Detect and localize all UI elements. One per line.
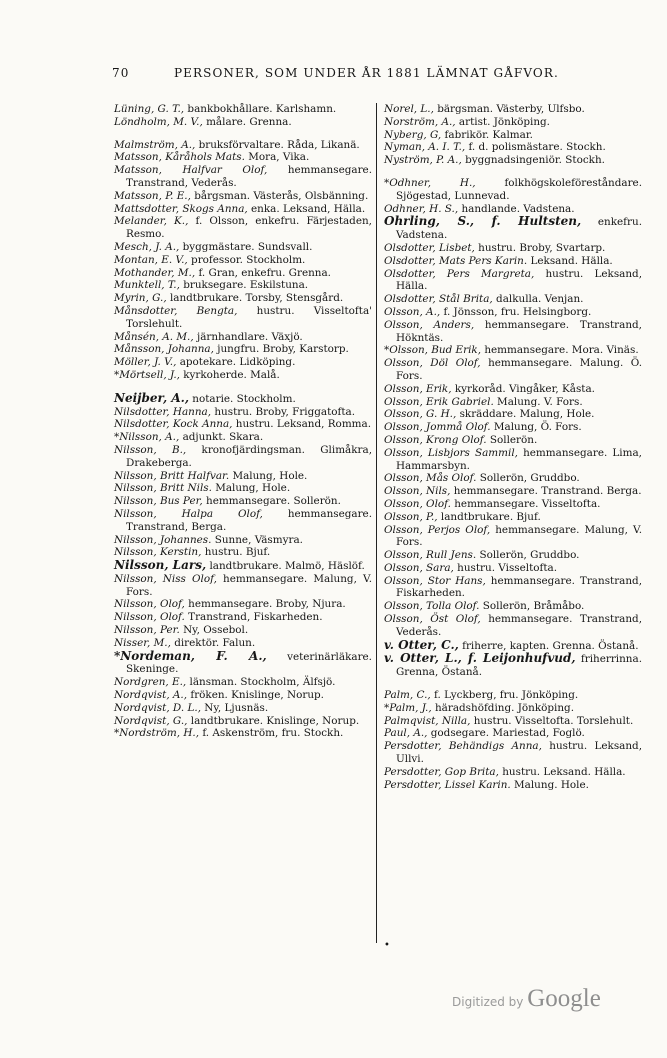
register-entry — [114, 215, 372, 241]
entry-details: veterinärläkare. Skeninge. — [126, 650, 372, 676]
register-entry — [114, 116, 372, 129]
register-entry — [384, 383, 642, 396]
entry-name: Nilsson, B., — [114, 443, 187, 456]
entry-name: Persdotter, Behändigs Anna, — [384, 740, 542, 753]
register-entry — [114, 151, 372, 164]
register-entry — [114, 624, 372, 637]
entry-details: hustru. Leksand. Hälla. — [498, 765, 626, 778]
entry-details: byggnadsingeniör. Stockh. — [461, 154, 605, 167]
entry-name: *Odhner, H., — [384, 176, 476, 189]
register-entry — [114, 418, 372, 431]
entry-details: Ny, Ossebol. — [179, 624, 249, 637]
entry-name: Matsson, Kåråhols Mats. — [114, 151, 245, 164]
entry-name: Nilsson, Olof. — [114, 611, 185, 624]
entry-name: Månsdotter, Bengta, — [114, 304, 238, 317]
entry-details: Sollerön, Bråmåbo. — [479, 600, 585, 613]
entry-details: Sollerön, Gruddbo. — [476, 472, 580, 485]
entry-details: hemmansegare. Transtrand, Hökntäs. — [396, 318, 642, 344]
entry-details: hemmansegare. Transtrand, Fiskarheden. — [396, 574, 643, 600]
register-entry — [114, 508, 372, 534]
entry-name: Nilsson, Olof, — [114, 598, 185, 611]
entry-details: kyrkoråd. Vingåker, Kåsta. — [451, 382, 595, 395]
entry-details: apotekare. Lidköping. — [176, 356, 296, 369]
register-entry — [114, 702, 372, 715]
register-entry — [384, 434, 642, 447]
register-entry — [384, 727, 642, 740]
entry-details: jungfru. Broby, Karstorp. — [213, 343, 349, 356]
entry-details: Malung. Hole. — [510, 778, 589, 791]
register-entry — [114, 689, 372, 702]
digitized-by-text: Digitized by — [452, 995, 524, 1009]
register-entry — [384, 215, 642, 242]
register-entry — [114, 392, 372, 406]
entry-name: Möller, J. V., — [114, 356, 177, 369]
register-entry — [114, 482, 372, 495]
entry-name: Olsson, Erik, — [384, 382, 452, 395]
entry-details: notarie. Stockholm. — [189, 392, 296, 405]
entry-name: *Nordström, H., — [114, 727, 200, 740]
entry-name: Månsén, A. M., — [114, 330, 194, 343]
entry-name: Nordqvist, A., — [114, 689, 188, 702]
entry-details: kronofjärdingsman. Glimåkra, Drakeberga. — [126, 443, 372, 469]
register-entry — [384, 639, 642, 653]
entry-name: Olsson, Lisbjors Sammil, — [384, 446, 518, 459]
entry-name: v. Otter, L., f. Leijonhufvud, — [384, 651, 576, 666]
entry-details: fabrikör. Kalmar. — [441, 128, 533, 141]
entry-name: Nilsson, Halpa Olof, — [114, 507, 263, 520]
entry-details: järnhandlare. Växjö. — [193, 330, 303, 343]
entry-name: v. Otter, C., — [384, 637, 459, 652]
entry-name: Nordgren, E., — [114, 676, 187, 689]
entry-details: hemmansegare. Lima, Hammarsbyn. — [396, 446, 642, 472]
register-entry — [114, 103, 372, 116]
register-entry — [384, 485, 642, 498]
register-entry — [114, 164, 372, 190]
entry-details: länsman. Stockholm, Älfsjö. — [186, 676, 336, 689]
entry-name: Olsson, Mås Olof. — [384, 472, 477, 485]
entry-details: hemmansegare. Transtrand. Berga. — [450, 485, 642, 498]
entry-name: Mothander, M., — [114, 266, 196, 279]
entry-name: Olsson, Jommå Olof. — [384, 421, 491, 434]
register-entry — [114, 305, 372, 331]
page-title: PERSONER, SOM UNDER ÅR 1881 LÄMNAT GÅFVOR. — [174, 66, 559, 80]
register-entry — [114, 573, 372, 599]
entry-name: Olsson, Döl Olof, — [384, 357, 481, 370]
entry-details: bärgsman. Västerby, Ulfsbo. — [433, 103, 585, 115]
register-entry — [384, 129, 642, 142]
entry-name: Olsson, P., — [384, 510, 438, 523]
entry-name: Palm, C., — [384, 689, 431, 702]
entry-details: bruksförvaltare. Råda, Likanä. — [195, 138, 360, 151]
page-number: 70 — [112, 66, 130, 80]
column-divider — [376, 103, 377, 943]
entry-name: *Olsson, Bud Erik, — [384, 344, 482, 357]
entry-name: Nilsson, Johannes. — [114, 533, 212, 546]
entry-details: hemmansegare. Malung, V. Fors. — [126, 572, 373, 598]
register-entry — [384, 472, 642, 485]
entry-details: hemmansegare. Malung, V. Fors. — [396, 523, 642, 549]
entry-name: Olsdotter, Stål Brita, — [384, 293, 493, 306]
entry-name: *Mörtsell, J., — [114, 368, 180, 381]
register-entry — [114, 470, 372, 483]
entry-details: enkefru. Vadstena. — [396, 216, 642, 242]
entry-details: hustru. Visseltofta. Torslehult. — [470, 714, 634, 727]
register-entry — [114, 650, 372, 677]
entry-details: hustru. Leksand, Romma. — [232, 418, 372, 431]
entry-details: Sunne, Väsmyra. — [211, 533, 303, 546]
register-entry — [114, 254, 372, 267]
entry-details: hustru. Leksand, Ullvi. — [396, 740, 642, 766]
entry-name: Olsdotter, Mats Pers Karin. — [384, 254, 528, 267]
register-entry — [114, 356, 372, 369]
entry-name: Månsson, Johanna, — [114, 343, 214, 356]
entry-details: landtbrukare. Torsby, Stensgård. — [166, 292, 344, 305]
register-entry — [384, 154, 642, 167]
entry-details: dalkulla. Venjan. — [492, 293, 584, 306]
register-entry — [384, 562, 642, 575]
entry-name: *Palm, J., — [384, 701, 432, 714]
entry-name: *Nordeman, F. A., — [114, 648, 267, 663]
entry-details: skräddare. Malung, Hole. — [456, 408, 595, 421]
entry-details: f. Askenström, fru. Stockh. — [199, 727, 344, 740]
entry-details: f. Gran, enkefru. Grenna. — [195, 266, 331, 279]
register-entry — [384, 344, 642, 357]
entry-name: Persdotter, Lissel Karin. — [384, 778, 511, 791]
register-entry — [384, 524, 642, 550]
entry-details: hemmansegare. Visseltofta. — [450, 497, 601, 510]
entry-name: Nordqvist, D. L., — [114, 701, 201, 714]
register-entry — [384, 447, 642, 473]
register-entry — [384, 689, 642, 702]
entry-name: Nyman, A. I. T., — [384, 141, 466, 154]
entry-name: Olsson, G. H., — [384, 408, 457, 421]
register-entry — [384, 319, 642, 345]
entry-name: *Nilsson, A., — [114, 431, 180, 444]
entry-name: Olsson, Krong Olof. — [384, 433, 487, 446]
entry-details: handlande. Vadstena. — [458, 202, 575, 215]
entry-name: Olsson, Sara, — [384, 561, 454, 574]
entry-name: Matsson, P. E., — [114, 189, 191, 202]
entry-name: Nyberg, G, — [384, 128, 442, 141]
entry-name: Olsson, Tolla Olof. — [384, 600, 480, 613]
register-entry — [384, 766, 642, 779]
entry-details: hemmansegare. Broby, Njura. — [184, 598, 346, 611]
register-entry — [114, 279, 372, 292]
entry-name: Nilsson, Per. — [114, 624, 180, 637]
entry-name: Odhner, H. S., — [384, 202, 459, 215]
entry-name: Myrin, G., — [114, 292, 167, 305]
entry-details: enka. Leksand, Hälla. — [247, 202, 366, 215]
entry-details: godsegare. Mariestad, Foglö. — [427, 727, 585, 740]
entry-details: hemmansegare. Malung. Ö. Fors. — [396, 357, 643, 382]
register-entry — [384, 652, 642, 679]
entry-name: Mesch, J. A., — [114, 240, 180, 253]
entry-details: hustru. Broby, Friggatofta. — [211, 405, 356, 418]
page-header — [112, 66, 612, 80]
entry-name: Olsson, Olof. — [384, 497, 451, 510]
entry-name: Lüning, G. T., — [114, 103, 185, 115]
entry-details: Malung, Ö. Fors. — [490, 421, 582, 434]
google-logo: Google — [527, 985, 601, 1012]
register-entry — [114, 292, 372, 305]
register-entry — [114, 534, 372, 547]
star-ornament: • — [384, 940, 390, 951]
entry-name: Montan, E. V., — [114, 253, 188, 266]
entry-name: Olsson, Nils, — [384, 485, 451, 498]
entry-details: kyrkoherde. Malå. — [179, 368, 280, 381]
register-entry — [384, 116, 642, 129]
entry-details: artist. Jönköping. — [455, 115, 550, 128]
register-entry — [114, 406, 372, 419]
register-entry — [114, 444, 372, 470]
entry-name: Nyström, P. A., — [384, 154, 462, 167]
entry-details: Malung. V. Fors. — [493, 395, 583, 408]
entry-name: Olsson, Perjos Olof, — [384, 523, 491, 536]
entry-details: bårgsman. Västerås, Olsbänning. — [190, 189, 369, 202]
entry-name: Olsdotter, Lisbet, — [384, 241, 475, 254]
register-entry — [384, 779, 642, 792]
entry-details: byggmästare. Sundsvall. — [179, 240, 313, 253]
register-entry — [114, 343, 372, 356]
entry-name: Norel, L., — [384, 103, 434, 115]
register-entry — [384, 740, 642, 766]
entry-details: hustru. Visseltofta. — [453, 561, 558, 574]
entry-details: bankbokhållare. Karlshamn. — [184, 103, 337, 115]
entry-name: Nilsson, Niss Olof, — [114, 572, 217, 585]
entry-details: folkhögskoleföreståndare. Sjögestad, Lunnevad. — [396, 176, 643, 202]
entry-details: f. d. polismästare. Stockh. — [465, 141, 606, 154]
entry-details: landtbrukare. Bjuf. — [437, 510, 541, 523]
register-entry — [384, 357, 642, 383]
entry-details: landtbrukare. Knislinge, Norup. — [187, 714, 360, 727]
register-entry — [384, 141, 642, 154]
entry-details: bruksegare. Eskilstuna. — [179, 279, 309, 292]
entry-name: Paul, A., — [384, 727, 428, 740]
entry-name: Nilsdotter, Kock Anna, — [114, 418, 233, 431]
register-entry — [384, 702, 642, 715]
register-entry — [384, 177, 642, 203]
entry-details: hemmansegare. Sollerön. — [202, 495, 341, 508]
register-entry — [384, 600, 642, 613]
register-entry — [384, 511, 642, 524]
entry-name: Nilsson, Bus Per, — [114, 495, 203, 508]
register-entry — [384, 396, 642, 409]
register-entry — [114, 190, 372, 203]
entry-name: Neijber, A., — [114, 390, 189, 405]
entry-name: Olsson, Rull Jens. — [384, 549, 477, 562]
entry-details: hemmansegare. Transtrand, Vederås. — [396, 613, 642, 638]
entry-details: hustru. Broby, Svartarp. — [474, 241, 606, 254]
entry-details: Transtrand, Fiskarheden. — [184, 611, 323, 624]
entry-details: f. Jönsson, fru. Helsingborg. — [440, 305, 592, 318]
register-entry — [114, 727, 372, 740]
register-entry — [384, 498, 642, 511]
register-entry — [114, 267, 372, 280]
register-entry — [114, 331, 372, 344]
register-entry — [384, 306, 642, 319]
entry-name: Malmström, A., — [114, 138, 196, 151]
register-entry — [384, 613, 642, 639]
entry-details: hemmansegare. Transtrand, Vederås. — [126, 164, 372, 189]
entry-details: Mora, Vika. — [244, 151, 310, 164]
register-entry — [384, 408, 642, 421]
entry-name: Nilsson, Lars, — [114, 558, 207, 573]
entry-details: f. Olsson, enkefru. Färjestaden, Resmo. — [126, 215, 372, 241]
entry-name: Nilsson, Britt Halfvar. — [114, 469, 230, 482]
entry-details: hustru. Visseltofta' Torslehult. — [126, 304, 372, 330]
register-entry — [384, 715, 642, 728]
register-entry — [384, 103, 642, 116]
entry-details: friherre, kapten. Grenna. Östanå. — [458, 639, 639, 652]
register-entry — [114, 431, 372, 444]
register-entry — [114, 559, 372, 573]
entry-name: Olsson, Erik Gabriel. — [384, 395, 494, 408]
entry-name: Nilsson, Kerstin, — [114, 546, 202, 559]
register-entry — [114, 598, 372, 611]
register-entry — [384, 255, 642, 268]
register-entry — [384, 242, 642, 255]
entry-details: Malung, Hole. — [229, 469, 308, 482]
register-entry — [114, 495, 372, 508]
entry-name: Munktell, T., — [114, 279, 180, 292]
entry-name: Mattsdotter, Skogs Anna, — [114, 202, 248, 215]
entry-name: Olsson, A., — [384, 305, 441, 318]
entry-name: Olsdotter, Pers Margreta, — [384, 267, 535, 280]
register-entry — [114, 611, 372, 624]
entry-details: Sollerön, Gruddbo. — [476, 549, 580, 562]
entry-name: Ohrling, S., f. Hultsten, — [384, 214, 582, 229]
register-entry — [114, 241, 372, 254]
entry-details: Ny, Ljusnäs. — [201, 701, 269, 714]
register-entry — [384, 549, 642, 562]
entry-details: Malung, Hole. — [211, 482, 291, 495]
register-entry — [114, 203, 372, 216]
register-entry — [114, 715, 372, 728]
entry-name: Melander, K., — [114, 215, 189, 228]
entry-details: fröken. Knislinge, Norup. — [187, 689, 324, 702]
entry-details: f. Lyckberg, fru. Jönköping. — [430, 689, 579, 702]
entry-details: häradshöfding. Jönköping. — [431, 701, 575, 714]
entry-details: adjunkt. Skara. — [179, 431, 264, 444]
register-entry — [384, 293, 642, 306]
left-column — [114, 103, 372, 740]
register-entry — [384, 421, 642, 434]
entry-details: professor. Stockholm. — [187, 253, 306, 266]
entry-name: Nilsdotter, Hanna, — [114, 405, 212, 418]
entry-name: Olsson, Anders, — [384, 318, 475, 331]
register-entry — [384, 575, 642, 601]
entry-details: hustru. Leksand, Hälla. — [396, 267, 643, 293]
entry-name: Löndholm, M. V., — [114, 115, 203, 128]
register-entry — [114, 676, 372, 689]
entry-details: Leksand. Hälla. — [527, 254, 613, 267]
entry-name: Nordqvist, G., — [114, 714, 188, 727]
entry-details: landtbrukare. Malmö, Häslöf. — [206, 560, 365, 573]
register-entry — [114, 369, 372, 382]
right-column — [384, 103, 642, 791]
entry-details: målare. Grenna. — [202, 115, 292, 128]
entry-details: hustru. Bjuf. — [201, 546, 271, 559]
entry-name: Persdotter, Gop Brita, — [384, 765, 499, 778]
entry-name: Olsson, Öst Olof, — [384, 613, 481, 626]
entry-details: direktör. Falun. — [170, 636, 256, 649]
entry-name: Nisser, M., — [114, 636, 171, 649]
register-entry — [114, 139, 372, 152]
entry-details: hemmansegare. Transtrand, Berga. — [126, 507, 373, 533]
entry-details: friherrinna. Grenna, Östanå. — [396, 653, 642, 679]
entry-details: Sollerön. — [486, 433, 538, 446]
entry-details: hemmansegare. Mora. Vinäs. — [481, 344, 639, 357]
entry-name: Matsson, Halfvar Olof, — [114, 164, 268, 177]
entry-name: Nilsson, Britt Nils. — [114, 482, 212, 495]
entry-name: Palmqvist, Nilla, — [384, 714, 471, 727]
register-entry — [384, 268, 642, 294]
entry-name: Olsson, Stor Hans, — [384, 574, 486, 587]
digitized-watermark — [452, 985, 601, 1013]
entry-name: Norström, A., — [384, 115, 456, 128]
